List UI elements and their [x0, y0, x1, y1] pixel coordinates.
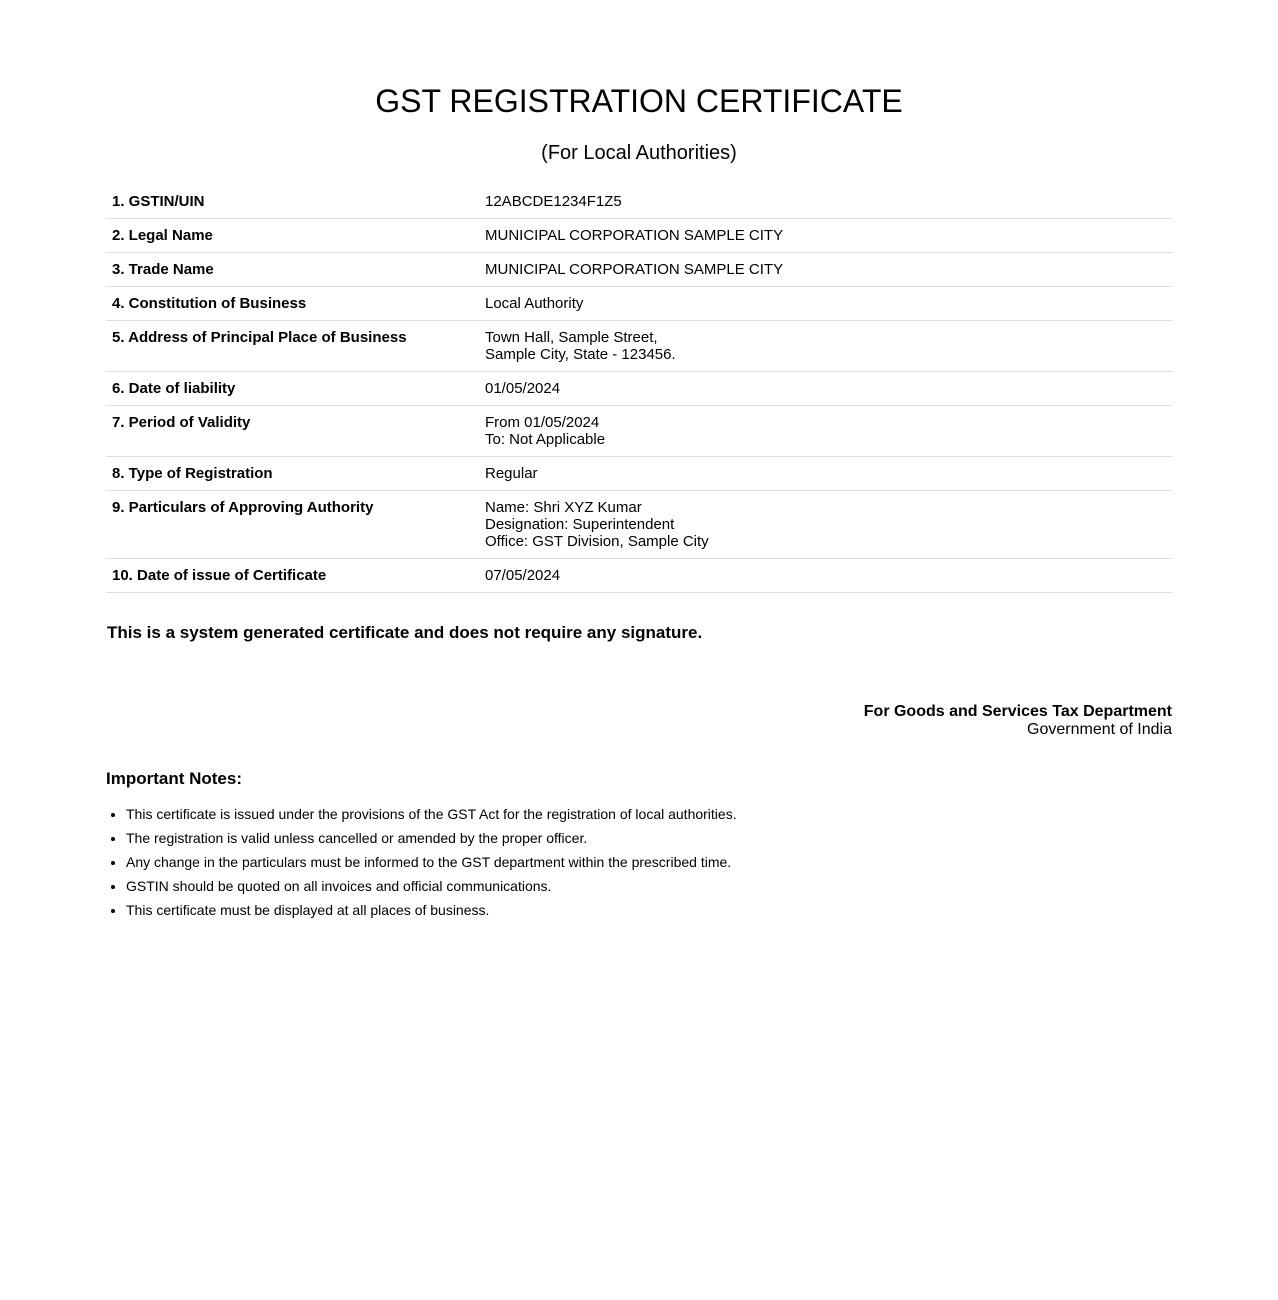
notes-list [106, 806, 1172, 919]
detail-value-line: Name: Shri XYZ Kumar [485, 499, 642, 516]
list-item: • GSTIN should be quoted on all invoices and official communications. [126, 878, 1172, 895]
detail-label: 5. Address of Principal Place of Business [106, 321, 479, 372]
signature-block [106, 703, 1172, 739]
details-table [106, 185, 1172, 593]
detail-label: 4. Constitution of Business [106, 287, 479, 321]
notes-heading: Important Notes: [106, 769, 242, 788]
detail-value-line: 07/05/2024 [485, 567, 561, 584]
detail-value [479, 287, 1172, 321]
detail-value [479, 219, 1172, 253]
detail-value [479, 406, 1172, 457]
detail-value [479, 559, 1172, 593]
list-item: • The registration is valid unless cancelled or amended by the proper officer. [126, 830, 1172, 847]
detail-label: 3. Trade Name [106, 253, 479, 287]
signature-department: For Goods and Services Tax Department [863, 703, 1172, 720]
detail-row-address [106, 321, 1172, 372]
detail-value-line: 12ABCDE1234F1Z5 [485, 193, 622, 210]
detail-value [479, 185, 1172, 219]
detail-value-line: Town Hall, Sample Street, [485, 329, 658, 346]
detail-row-period-of-validity [106, 406, 1172, 457]
detail-value-line: Regular [485, 465, 538, 482]
detail-label: 9. Particulars of Approving Authority [106, 491, 479, 559]
list-item: • This certificate must be displayed at all places of business. [126, 902, 1172, 919]
detail-value-line: MUNICIPAL CORPORATION SAMPLE CITY [485, 227, 784, 244]
detail-value-line: Sample City, State - 123456. [485, 346, 676, 363]
detail-row-gstin [106, 185, 1172, 219]
detail-label: 7. Period of Validity [106, 406, 479, 457]
system-generated-note: This is a system generated certificate and does not require any signature. [107, 623, 703, 642]
detail-value-line: 01/05/2024 [485, 380, 561, 397]
certificate-subtitle: (For Local Authorities) [541, 142, 737, 164]
detail-row-constitution [106, 287, 1172, 321]
detail-label: 1. GSTIN/UIN [106, 185, 479, 219]
list-item: • This certificate is issued under the provisions of the GST Act for the registration of local authorities. [126, 806, 1172, 823]
certificate-title: GST REGISTRATION CERTIFICATE [375, 83, 903, 119]
detail-label: 6. Date of liability [106, 372, 479, 406]
detail-value-line: From 01/05/2024 [485, 414, 600, 431]
detail-label: 2. Legal Name [106, 219, 479, 253]
detail-value [479, 491, 1172, 559]
detail-row-date-of-issue [106, 559, 1172, 593]
detail-value-line: MUNICIPAL CORPORATION SAMPLE CITY [485, 261, 784, 278]
detail-row-approving-authority [106, 491, 1172, 559]
detail-value [479, 253, 1172, 287]
detail-value [479, 372, 1172, 406]
detail-value-line: To: Not Applicable [485, 431, 606, 448]
detail-value-line: Office: GST Division, Sample City [485, 533, 709, 550]
detail-label: 8. Type of Registration [106, 457, 479, 491]
detail-row-legal-name [106, 219, 1172, 253]
detail-value [479, 457, 1172, 491]
detail-value-line: Designation: Superintendent [485, 516, 675, 533]
signature-government: Government of India [1027, 721, 1172, 738]
detail-label: 10. Date of issue of Certificate [106, 559, 479, 593]
list-item: • Any change in the particulars must be informed to the GST department within the prescribed time. [126, 854, 1172, 871]
detail-row-date-of-liability [106, 372, 1172, 406]
detail-row-type-of-registration [106, 457, 1172, 491]
detail-value [479, 321, 1172, 372]
detail-row-trade-name [106, 253, 1172, 287]
detail-value-line: Local Authority [485, 295, 584, 312]
certificate-page [106, 0, 1172, 919]
